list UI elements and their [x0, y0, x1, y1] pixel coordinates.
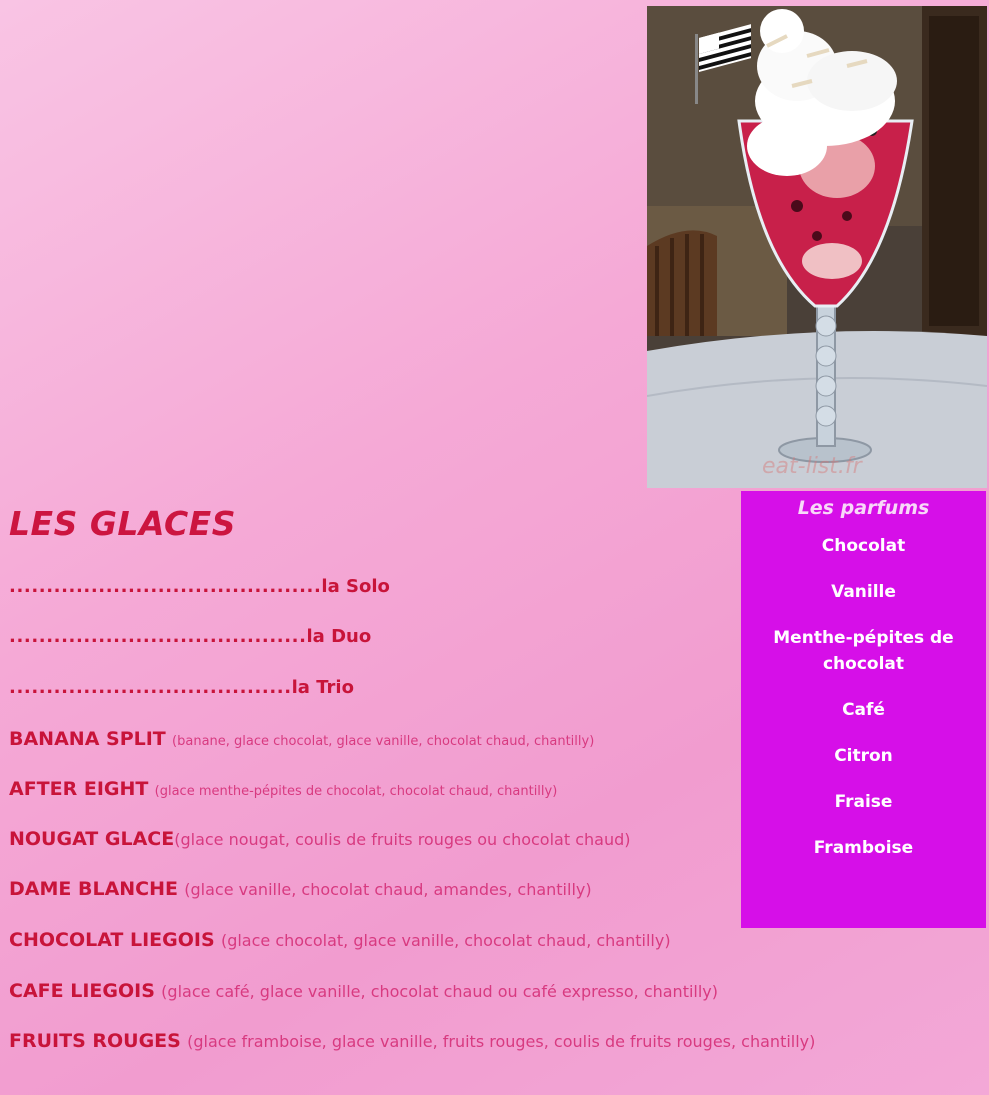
menu-item-chocolat-liegois [9, 929, 671, 951]
menu-item-nougat-glace [9, 828, 630, 850]
item-description: (glace framboise, glace vanille, fruits rouges, coulis de fruits rouges, chantilly) [187, 1032, 816, 1051]
flavors-box [741, 491, 986, 928]
item-name: NOUGAT GLACE [9, 828, 175, 850]
menu-item-after-eight [9, 778, 557, 800]
item-description: (glace vanille, chocolat chaud, amandes, chantilly) [184, 880, 592, 899]
item-name: FRUITS ROUGES [9, 1030, 181, 1052]
sundae-photo [647, 6, 987, 488]
size-row-trio [9, 677, 354, 698]
leader-dots: ...................................... [9, 677, 292, 698]
size-label: la Solo [321, 576, 390, 597]
item-name: DAME BLANCHE [9, 878, 178, 900]
item-name: BANANA SPLIT [9, 728, 166, 750]
item-description: (glace café, glace vanille, chocolat chaud ou café expresso, chantilly) [161, 982, 719, 1001]
flavor-item: Fraise [834, 792, 893, 812]
flavor-item: Framboise [813, 838, 914, 858]
size-label: la Duo [306, 626, 372, 647]
page-title: LES GLACES [9, 504, 236, 543]
menu-item-cafe-liegois [9, 980, 718, 1002]
item-name: CHOCOLAT LIEGOIS [9, 929, 215, 951]
menu-item-fruits-rouges [9, 1030, 815, 1052]
flavor-item: Vanille [831, 582, 896, 602]
flavor-item: Café [842, 700, 885, 720]
item-description: (glace chocolat, glace vanille, chocolat chaud, chantilly) [220, 931, 671, 950]
item-description: (glace menthe-pépites de chocolat, chocolat chaud, chantilly) [154, 784, 558, 799]
item-name: AFTER EIGHT [9, 778, 149, 800]
watermark: eat-list.fr [762, 454, 862, 479]
flavors-title: Les parfums [797, 497, 930, 519]
leader-dots: .......................................... [9, 576, 322, 597]
menu-item-banana-split [9, 728, 594, 750]
size-label: la Trio [291, 677, 354, 698]
flavor-item: Chocolat [821, 536, 906, 556]
flavor-item: Menthe-pépites de chocolat [773, 628, 954, 674]
item-description: (glace nougat, coulis de fruits rouges ou chocolat chaud) [174, 830, 631, 849]
item-name: CAFE LIEGOIS [9, 980, 155, 1002]
item-description: (banane, glace chocolat, glace vanille, chocolat chaud, chantilly) [172, 734, 595, 749]
leader-dots: ........................................ [9, 626, 307, 647]
size-row-solo [9, 576, 390, 597]
size-row-duo [9, 626, 371, 647]
menu-item-dame-blanche [9, 878, 592, 900]
flavor-item: Citron [834, 746, 893, 766]
